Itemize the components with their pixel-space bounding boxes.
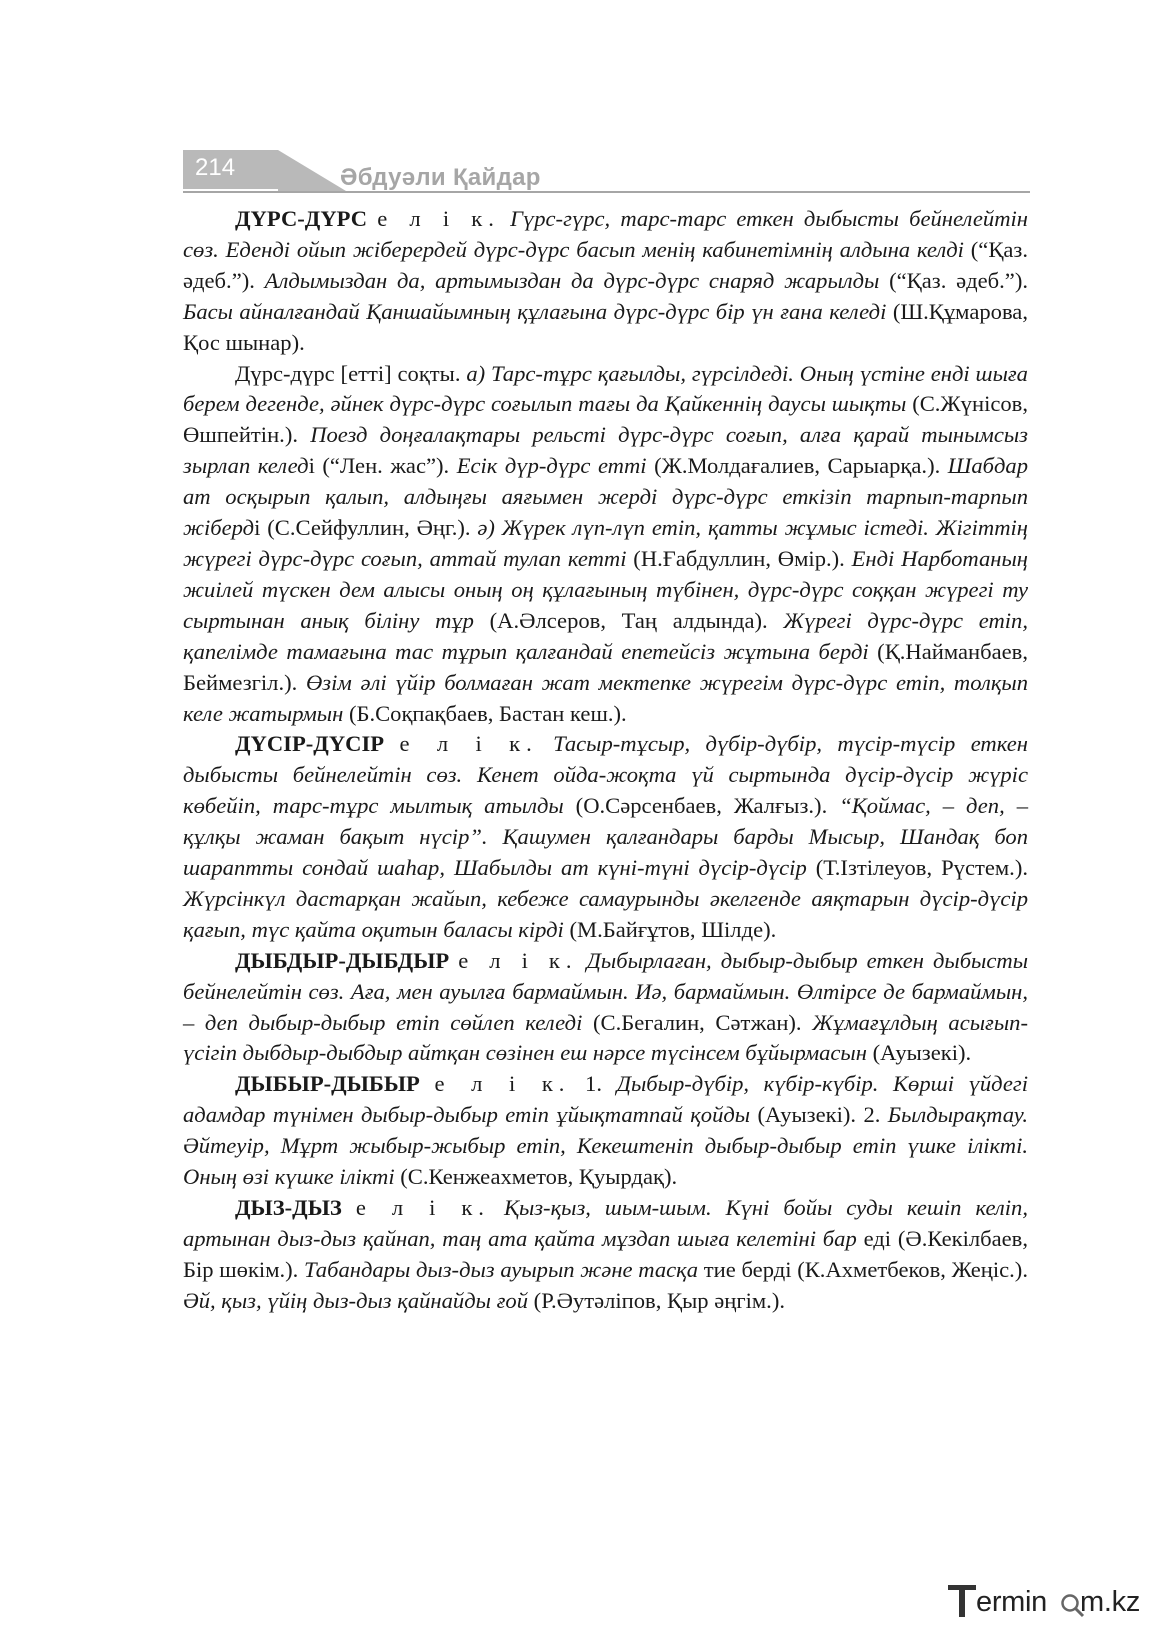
- entry-source-text: Дүрс-дүрс [етті] соқты.: [235, 360, 467, 386]
- entry-definition-or-example: Жүрегі дүрс-дүрс етіп, қапелімде тамағына тас тұрып қалғандай епетейсіз жұтына берді: [183, 607, 1028, 664]
- entry-headword: ДЫЗ-ДЫЗ: [235, 1195, 342, 1220]
- entry-source-text: (Ауызекі).: [866, 1040, 972, 1066]
- entry-source-text: тие берді (К.Ахметбеков, Жеңіс.).: [698, 1256, 1028, 1282]
- entry-definition-or-example: Былдырақтау. Әйтеуір, Мұрт жыбыр-жыбыр етіп, Кекештеніп дыбыр-дыбыр етіп үшке ілікті. Оның өзі күшке ілікті: [183, 1102, 1028, 1190]
- entry-source-text: (Б.Соқпақбаев, Бастан кеш.).: [343, 700, 627, 726]
- dictionary-entry: [183, 204, 1028, 359]
- dictionary-entry: [183, 359, 1028, 730]
- entry-source-text: [449, 948, 458, 973]
- entry-definition-or-example: Өзім әлі үйір болмаған жат мектепке жүрегім дүрс-дүрс етіп, толқып келе жатырмын: [183, 669, 1028, 726]
- termincom-watermark: [948, 1583, 1141, 1623]
- dictionary-entries: [183, 204, 1028, 1317]
- entry-part-of-speech: е л і к.: [434, 1071, 571, 1097]
- termincom-logo-icon: [948, 1583, 978, 1621]
- entry-definition-or-example: Әй, қыз, үйің дыз-дыз қайнайды ғой: [183, 1287, 529, 1313]
- dictionary-entry: [183, 1069, 1028, 1193]
- entry-headword: ДЫБДЫР-ДЫБДЫР: [235, 947, 450, 973]
- entry-source-text: [538, 731, 553, 756]
- entry-source-text: (Ж.Молдағалиев, Сарыарқа.).: [646, 453, 948, 479]
- entry-source-text: [367, 206, 377, 231]
- entry-definition-or-example: Поезд доңғалақтары рельсті дүрс-дүрс соғып, алға қарай тынымсыз зырлап келед: [183, 422, 1028, 479]
- page-number: 214: [195, 154, 236, 181]
- entry-source-text: і (С.Сейфуллин, Әңг.).: [254, 515, 478, 541]
- running-header: [183, 150, 1030, 196]
- watermark-text-1: ermin: [976, 1586, 1048, 1618]
- entry-definition-or-example: Дыбыр-дүбір, күбір-күбір. Көрші үйдегі адамдар түнімен дыбыр-дыбыр етіп ұйықтатпай қойды: [183, 1071, 1029, 1128]
- entry-definition-or-example: Жүрсінкүл дастарқан жайып, кебеже самаурынды әкелгенде аяқтарын дүсір-дүсір қағып, түс қайта оқитын баласы кірді: [183, 885, 1028, 942]
- entry-definition-or-example: “Қоймас, – деп, – құлқы жаман бақыт нүсір”. Қашумен қалғандары барды Мысыр, Шандақ боп шараптты сондай шаһар, Шабылды ат күні-түні дүсір-дүсір: [183, 793, 1029, 881]
- dictionary-entry: [183, 946, 1028, 1070]
- entry-definition-or-example: Табандары дыз-дыз ауырып және тасқа: [304, 1256, 699, 1282]
- header-tab-shape: [278, 150, 348, 192]
- entry-source-text: і (“Лен. жас”).: [308, 453, 457, 479]
- entry-source-text: [384, 731, 399, 756]
- entry-definition-or-example: Жұмағұлдың асығып-үсігіп дыбдыр-дыбдыр айтқан сөзінен еш нәрсе түсінсем бұйырмасын: [183, 1009, 1028, 1066]
- entry-definition-or-example: Дыбырлаған, дыбыр-дыбыр еткен дыбысты бейнелейтін сөз. Аға, мен ауылға бармаймын. Иә, бармаймын. Өлтірсе де бармаймын, – деп дыбыр-дыбыр етіп сөйлеп келеді: [183, 947, 1028, 1035]
- entry-source-text: (Р.Әутәліпов, Қыр әңгім.).: [528, 1287, 785, 1313]
- watermark-text-2: m.kz: [1080, 1586, 1141, 1618]
- entry-definition-or-example: Енді Нарботаның жиілей түскен дем алысы оның оң құлағының түбінен, дүрс-дүрс соққан жүрегі ту сыртынан анық біліну тұр: [183, 545, 1029, 633]
- entry-source-text: (“Қаз. әдеб.”).: [879, 267, 1029, 293]
- entry-source-text: (А.Әлсеров, Таң алдында).: [473, 607, 784, 633]
- entry-source-text: [342, 1195, 356, 1220]
- entry-definition-or-example: Гүрс-гүрс, тарс-тарс еткен дыбысты бейнелейтін сөз. Еденді ойып жіберердей дүрс-дүрс басып менің кабинетімнің алдына келді: [183, 206, 1028, 262]
- entry-part-of-speech: е л і к.: [399, 731, 538, 757]
- entry-source-text: [420, 1071, 435, 1096]
- entry-source-text: (“Қаз. әдеб.”).: [183, 236, 1028, 293]
- entry-source-text: (М.Байғұтов, Шілде).: [563, 916, 777, 942]
- entry-source-text: (Ш.Құмарова, Қос шынар).: [183, 298, 1028, 355]
- header-rule: [183, 191, 1030, 193]
- page-number-box: [183, 150, 278, 189]
- entry-definition-or-example: Есік дүр-дүрс етті: [456, 453, 647, 479]
- entry-headword: ДЫБЫР-ДЫБЫР: [235, 1071, 420, 1097]
- entry-definition-or-example: Қыз-қыз, шым-шым. Күні бойы суды кешіп келіп, артынан дыз-дыз қайнап, таң ата қайта мұздап шыға келетіні бар: [183, 1195, 1028, 1251]
- entry-part-of-speech: е л і к.: [458, 947, 578, 973]
- entry-source-text: (Н.Ғабдуллин, Өмір.).: [626, 545, 852, 571]
- running-header-author: Әбдуәли Қайдар: [340, 164, 541, 191]
- entry-headword: ДҮРС-ДҮРС: [235, 206, 368, 231]
- entry-part-of-speech: е л і к.: [355, 1195, 490, 1220]
- entry-source-text: [490, 1195, 504, 1220]
- entry-definition-or-example: ә) Жүрек лүп-лүп етіп, қатты жұмыс істеді. Жігіттің жүрегі дүрс-дүрс соғып, аттай тулап кетті: [183, 515, 1028, 571]
- entry-source-text: (Қ.Найманбаев, Беймезгіл.).: [183, 638, 1028, 695]
- entry-source-text: (С.Кенжеахметов, Қуырдақ).: [394, 1164, 678, 1190]
- entry-definition-or-example: Шабдар ат осқырып қалып, алдыңғы аяғымен жерді дүрс-дүрс еткізіп тарпып-тарпып жіберд: [183, 453, 1028, 541]
- entry-part-of-speech: е л і к.: [377, 206, 500, 231]
- entry-source-text: (С.Жүнісов, Өшпейтін.).: [183, 391, 1028, 448]
- entry-source-text: (С.Бегалин, Сәтжан).: [582, 1009, 813, 1035]
- entry-source-text: [578, 948, 587, 973]
- entry-source-text: (Ауызекі). 2.: [750, 1102, 888, 1128]
- dictionary-entry: [183, 729, 1028, 945]
- dictionary-entry: [183, 1193, 1028, 1317]
- entry-definition-or-example: а) Тарс-тұрс қағылды, гүрсілдеді. Оның үстіне енді шыға берем дегенде, әйнек дүрс-дүрс соғылып тағы да Қайкеннің даусы шықты: [183, 360, 1028, 417]
- entry-source-text: еді (Ә.Кекілбаев, Бір шөкім.).: [183, 1225, 1028, 1282]
- entry-headword: ДҮСІР-ДҮСІР: [235, 731, 385, 757]
- entry-source-text: 1.: [570, 1071, 617, 1097]
- entry-source-text: [500, 206, 510, 231]
- entry-definition-or-example: Алдымыздан да, артымыздан да дүрс-дүрс снаряд жарылды: [264, 267, 880, 293]
- entry-source-text: (Т.Ізтілеуов, Рүстем.).: [806, 855, 1028, 881]
- entry-source-text: (О.Сәрсенбаев, Жалғыз.).: [563, 793, 840, 819]
- entry-definition-or-example: Тасыр-тұсыр, дүбір-дүбір, түсір-түсір еткен дыбысты бейнелейтін сөз. Кенет ойда-жоқта үй сыртында дүсір-дүсір жүріс көбейіп, тарс-тұрс мылтық атылды: [183, 731, 1028, 819]
- entry-definition-or-example: Басы айналғандай Қаншайымның құлағына дүрс-дүрс бір үн ғана келеді: [183, 298, 887, 324]
